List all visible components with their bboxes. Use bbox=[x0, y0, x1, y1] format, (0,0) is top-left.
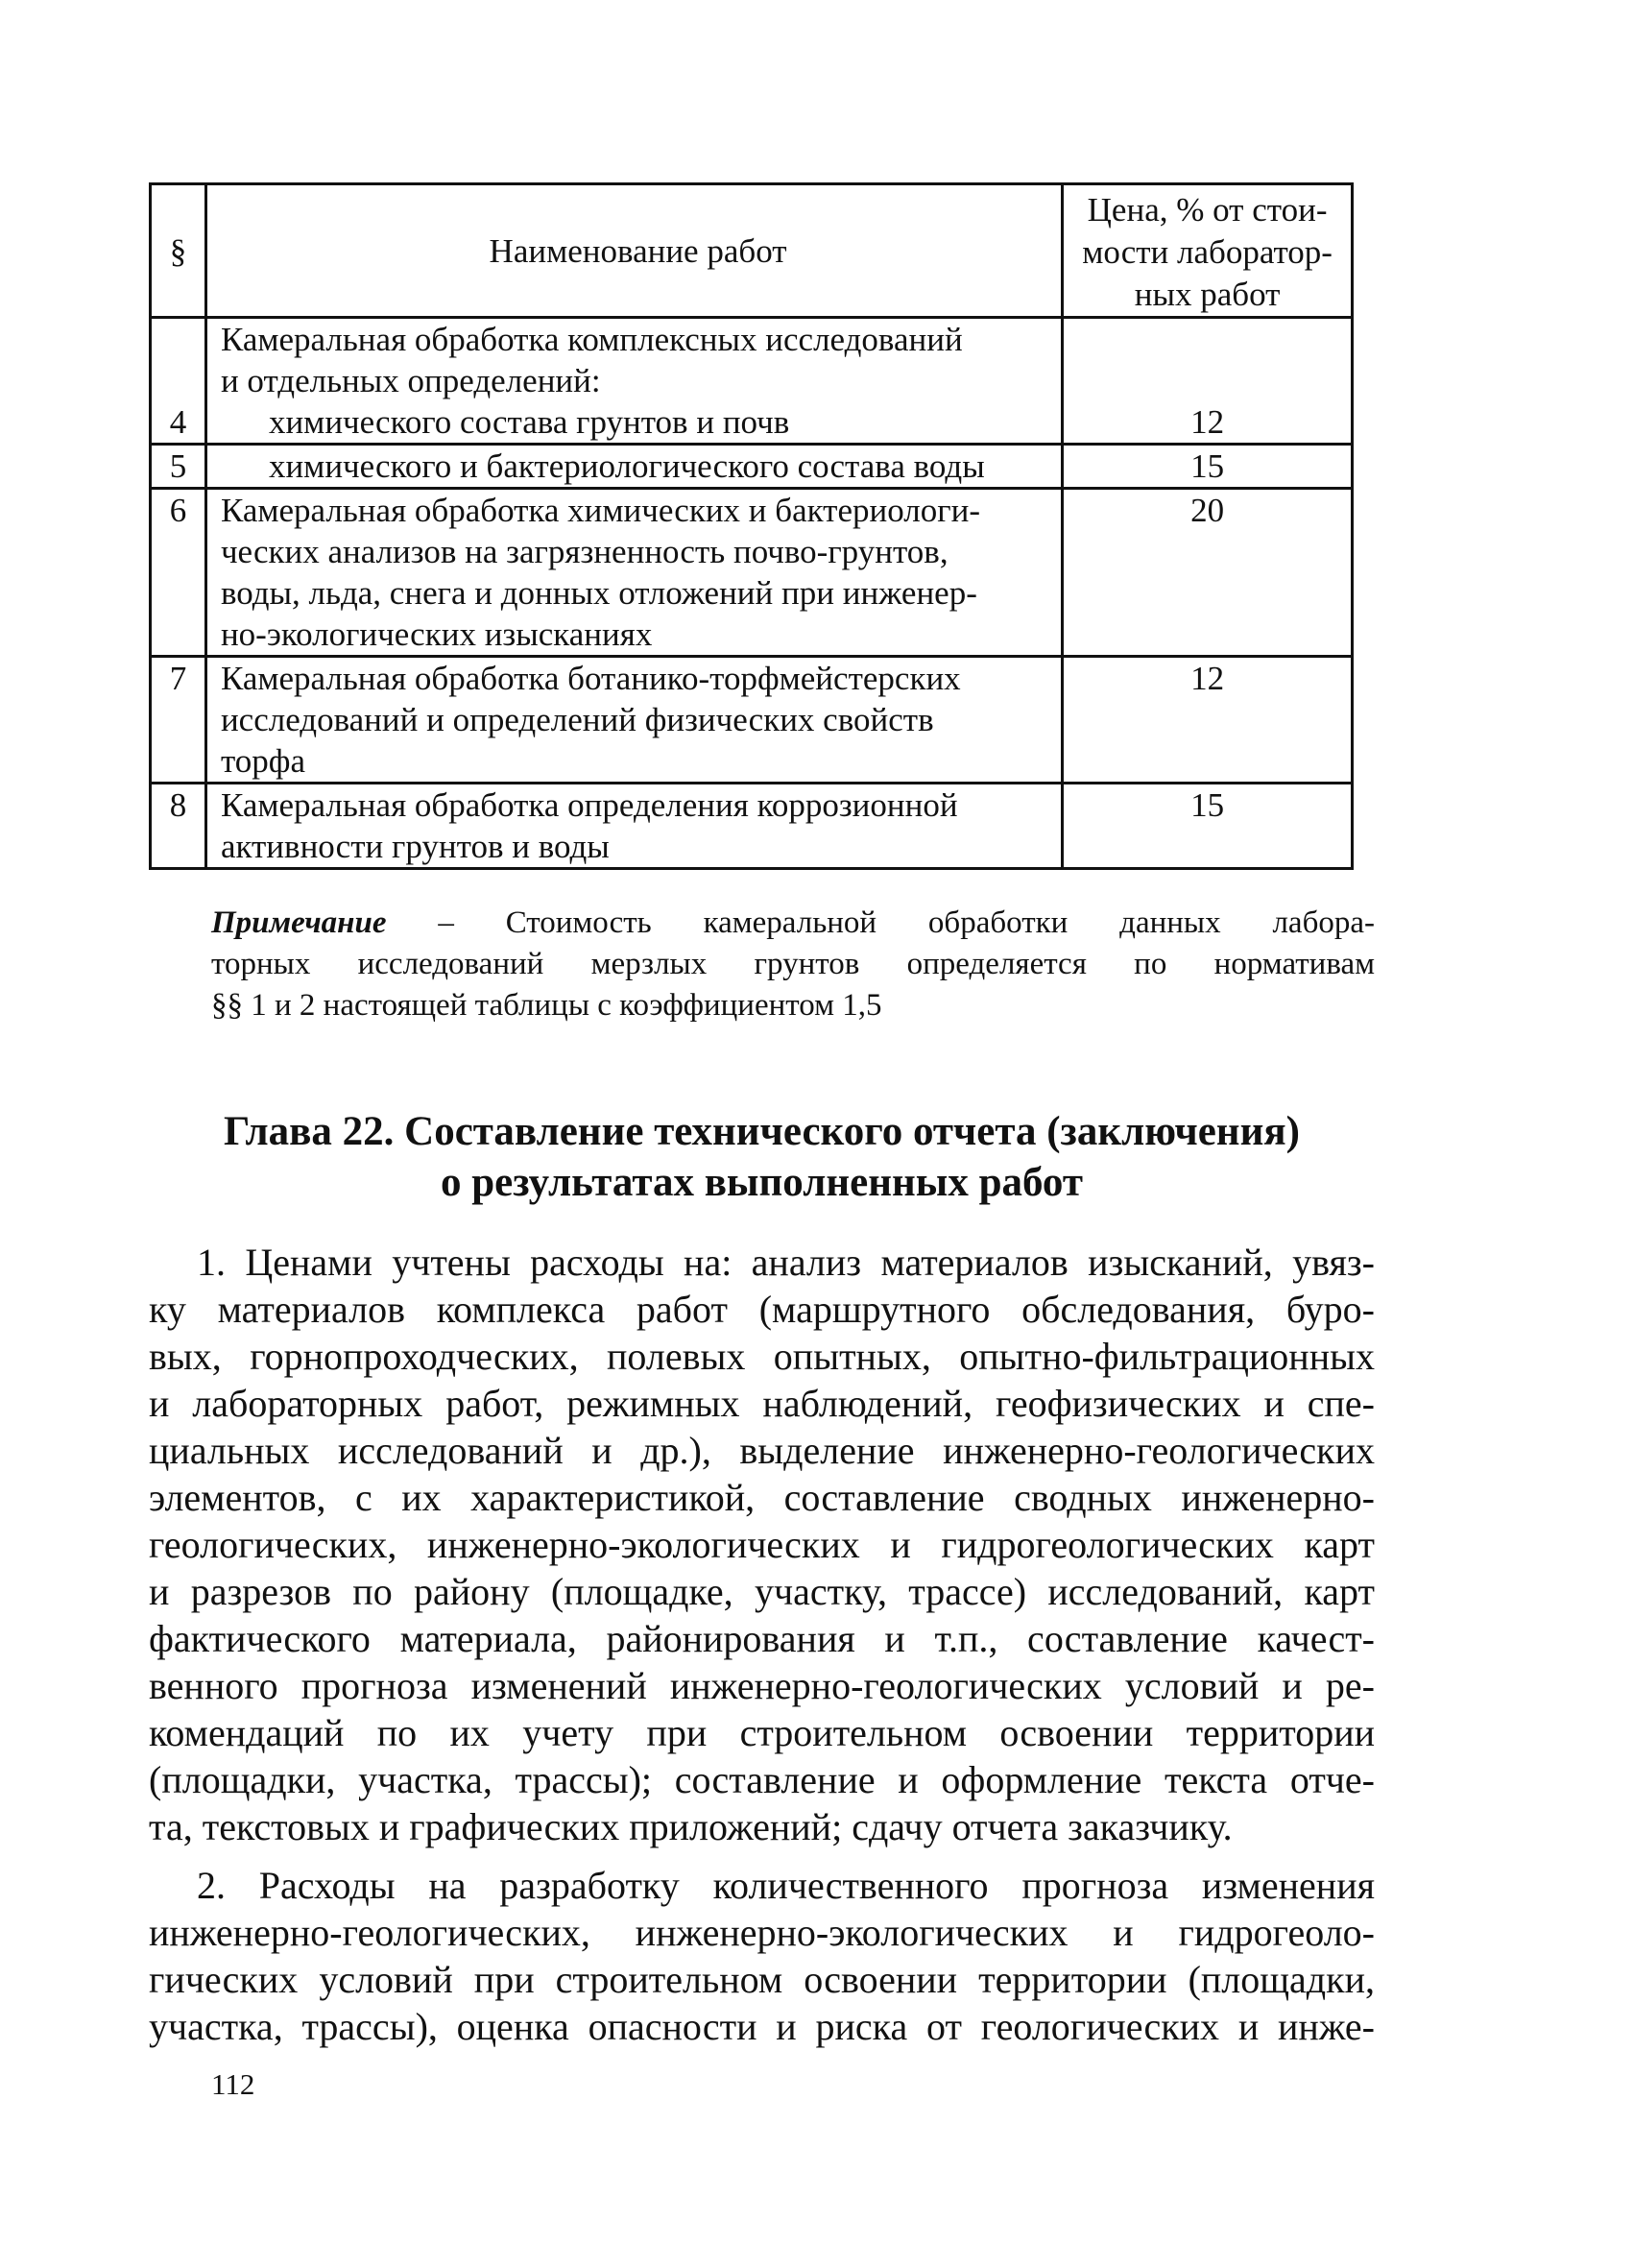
row-name-line: Камеральная обработка ботанико-торфмейстерских bbox=[220, 660, 961, 697]
table-row bbox=[151, 657, 1353, 784]
header-price-line: мости лаборатор- bbox=[1082, 233, 1333, 271]
row-name-line: торфа bbox=[220, 742, 305, 780]
chapter-heading bbox=[149, 1106, 1375, 1208]
note-line: §§ 1 и 2 настоящей таблицы с коэффициентом 1,5 bbox=[211, 988, 882, 1023]
page-number: 112 bbox=[211, 2067, 255, 2101]
text-line: геологических, инженерно-экологических и гидрогеологических карт bbox=[149, 1523, 1375, 1566]
row-name-line: Камеральная обработка определения коррозионной bbox=[220, 786, 958, 824]
row-price: 12 bbox=[1063, 657, 1353, 784]
row-section: 4 bbox=[151, 318, 206, 445]
paragraph-1 bbox=[149, 1239, 1375, 1850]
table-row bbox=[151, 489, 1353, 657]
text-line: фактического материала, районирования и т.п., составление качест- bbox=[149, 1617, 1375, 1660]
note-line bbox=[211, 903, 1375, 944]
header-price-line: Цена, % от стои- bbox=[1087, 191, 1328, 229]
table-row bbox=[151, 445, 1353, 489]
text-line: и лабораторных работ, режимных наблюдений, геофизических и спе- bbox=[149, 1382, 1375, 1425]
row-name-line: активности грунтов и воды bbox=[220, 828, 610, 865]
text-line: участка, трассы), оценка опасности и риска от геологических и инже- bbox=[149, 2005, 1375, 2048]
row-price: 20 bbox=[1063, 489, 1353, 657]
row-name bbox=[205, 318, 1062, 445]
text-line: (площадки, участка, трассы); составление и оформление текста отче- bbox=[149, 1758, 1375, 1801]
header-price bbox=[1063, 184, 1353, 318]
text-line: 2. Расходы на разработку количественного прогноза изменения bbox=[197, 1864, 1375, 1907]
text-line: гических условий при строительном освоении территории (площадки, bbox=[149, 1958, 1375, 2001]
group-intro-line: Камеральная обработка комплексных исследований bbox=[220, 321, 963, 358]
row-name-line: химического и бактериологического состава воды bbox=[268, 447, 985, 485]
text-line: циальных исследований и др.), выделение инженерно-геологических bbox=[149, 1429, 1375, 1472]
header-name: Наименование работ bbox=[205, 184, 1062, 318]
text-line: и разрезов по району (площадке, участку, трассе) исследований, карт bbox=[149, 1570, 1375, 1613]
text-line: элементов, с их характеристикой, составление сводных инженерно- bbox=[149, 1476, 1375, 1519]
table-row bbox=[151, 318, 1353, 445]
row-section: 5 bbox=[151, 445, 206, 489]
text-line: комендаций по их учету при строительном освоении территории bbox=[149, 1711, 1375, 1754]
text-line: 1. Ценами учтены расходы на: анализ материалов изысканий, увяз- bbox=[197, 1241, 1375, 1284]
table-header-row bbox=[151, 184, 1353, 318]
text-line: венного прогноза изменений инженерно-геологических условий и ре- bbox=[149, 1664, 1375, 1707]
row-price: 15 bbox=[1063, 784, 1353, 869]
row-name bbox=[205, 657, 1062, 784]
text-line: инженерно-геологических, инженерно-экологических и гидрогеоло- bbox=[149, 1911, 1375, 1954]
row-price: 12 bbox=[1063, 318, 1353, 445]
group-intro-line: и отдельных определений: bbox=[220, 362, 601, 399]
row-name-line: Камеральная обработка химических и бактериологи- bbox=[220, 492, 980, 529]
header-price-line: ных работ bbox=[1134, 276, 1281, 313]
text-line: ку материалов комплекса работ (маршрутного обследования, буро- bbox=[149, 1288, 1375, 1331]
chapter-title-line: о результатах выполненных работ bbox=[441, 1160, 1083, 1205]
chapter-title-line: Глава 22. Составление технического отчета (заключения) bbox=[224, 1109, 1300, 1154]
row-name-line: но-экологических изысканиях bbox=[220, 615, 653, 653]
row-name bbox=[205, 445, 1062, 489]
paragraph-2 bbox=[149, 1862, 1375, 2050]
note-label: Примечание bbox=[211, 905, 387, 940]
row-name-line: химического состава грунтов и почв bbox=[268, 403, 790, 441]
row-name bbox=[205, 784, 1062, 869]
row-name bbox=[205, 489, 1062, 657]
body-text bbox=[149, 1239, 1375, 2050]
text-line: вых, горнопроходческих, полевых опытных, опытно-фильтрационных bbox=[149, 1335, 1375, 1378]
row-section: 7 bbox=[151, 657, 206, 784]
note-line: торных исследований мерзлых грунтов определяется по нормативам bbox=[211, 947, 1375, 981]
row-name-line: воды, льда, снега и донных отложений при инженер- bbox=[220, 574, 977, 612]
row-section: 8 bbox=[151, 784, 206, 869]
row-price: 15 bbox=[1063, 445, 1353, 489]
header-section: § bbox=[151, 184, 206, 318]
row-section: 6 bbox=[151, 489, 206, 657]
table-note bbox=[211, 903, 1375, 1026]
table-row bbox=[151, 784, 1353, 869]
row-name-line: ческих анализов на загрязненность почво-грунтов, bbox=[220, 533, 949, 570]
note-text: – Стоимость камеральной обработки данных лабора- bbox=[386, 905, 1375, 940]
row-name-line: исследований и определений физических свойств bbox=[220, 701, 934, 738]
price-table bbox=[149, 182, 1354, 870]
text-line: та, текстовых и графических приложений; сдачу отчета заказчику. bbox=[149, 1805, 1233, 1848]
